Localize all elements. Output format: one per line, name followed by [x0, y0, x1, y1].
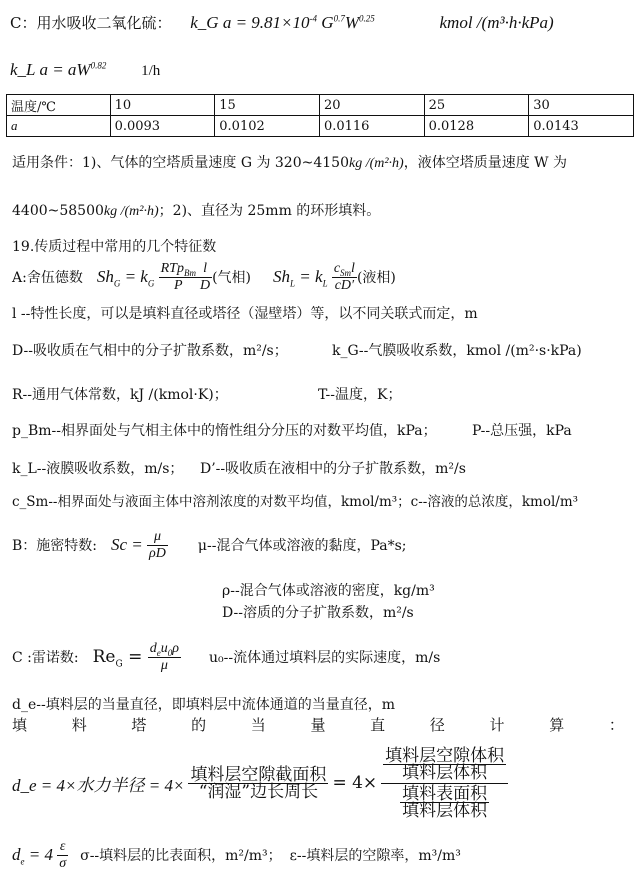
- def-rho: ρ--混合气体或溶液的密度，kg/m³: [222, 583, 435, 599]
- table-cell: 0.0116: [319, 116, 424, 137]
- liquid-phase-label: (液相): [356, 270, 396, 286]
- kla-line: [10, 60, 160, 80]
- sherwood-line: A:舍伍德数 $Sh_G = k_G$ $\frac{RTp_{Bm}}{P}$ $\frac{l}{D}$ (气相) $Sh_L = k_L$ $\frac{c_{Sm}l}{cD'}$ (液相): [12, 260, 396, 293]
- def-kL: k_L--液膜吸收系数，m/s；: [12, 461, 184, 477]
- table-cell: 0.0143: [529, 116, 634, 137]
- de-formula-mid: = 4×: [332, 773, 378, 793]
- def-D-solute: D--溶质的分子扩散系数，m²/s: [222, 605, 414, 621]
- coefficient-table: [6, 94, 634, 137]
- conditions-line-2: 4400~58500kg /(m²·h)；2)、直径为 25mm 的环形填料。: [12, 203, 381, 219]
- schmidt-label: B：施密特数:: [12, 538, 98, 554]
- def-u0: u₀--流体通过填料层的实际速度，m/s: [208, 650, 441, 666]
- table-cell: 10: [110, 95, 215, 116]
- table-cell: 温度/℃: [7, 95, 111, 116]
- def-cSm: c_Sm--相界面处与液面主体中溶剂浓度的对数平均值，kmol/m³；c--溶液的总浓度，kmol/m³: [12, 494, 579, 510]
- table-cell: 25: [424, 95, 529, 116]
- def-R: R--通用气体常数，kJ /(kmol·K)；: [12, 387, 228, 403]
- table-cell: 15: [215, 95, 320, 116]
- gas-phase-label: (气相): [212, 270, 252, 286]
- table-header-row: [7, 95, 634, 116]
- def-pBm: p_Bm--相界面处与气相主体中的惰性组分分压的对数平均值，kPa；: [12, 423, 437, 439]
- de-compound-fraction: $\frac{\frac{\text{填料层空隙体积}}{\text{填料层体积}}}{\frac{\text{填料表面积}}{\text{填料层体积}}}$: [381, 748, 508, 819]
- equivalent-diameter-heading: 填 料 塔 的 当 量 直 径 计 算 ：: [12, 716, 624, 734]
- kla-formula: k_L $a = aW^{0.82}$: [10, 60, 107, 79]
- reynolds-label: C :雷诺数:: [12, 650, 79, 666]
- kga-formula: k_G $a = 9.81\times 10^{-4}$ $G^{0.7}W^{0.25}$: [190, 13, 375, 32]
- table-cell: 30: [529, 95, 634, 116]
- def-D: D--吸收质在气相中的分子扩散系数，m²/s；: [12, 343, 288, 359]
- de-formula-lhs: d_e = 4×水力半径 = 4×: [12, 775, 185, 795]
- so2-label: C：用水吸收二氧化硫：: [10, 14, 172, 32]
- def-P: P--总压强，kPa: [472, 423, 572, 439]
- def-epsilon: ε--填料层的空隙率，m³/m³: [289, 848, 461, 864]
- section-title: 19.传质过程中常用的几个特征数: [12, 239, 217, 255]
- kla-units: 1/h: [141, 63, 161, 79]
- table-cell: 20: [319, 95, 424, 116]
- table-cell: 0.0128: [424, 116, 529, 137]
- def-sigma: σ--填料层的比表面积，m²/m³；: [80, 848, 282, 864]
- de-formula: d_e = 4×水力半径 = 4× $\frac{\text{填料层空隙截面积}}{\text{“润湿”边长周长}}$ = 4× $\frac{\frac{\text{填料层空隙体积}}{\text{填料层体积}}}{\frac{\text{填料表面积}}{\text{填料层体积}}}$: [12, 738, 508, 828]
- def-kG: k_G--气膜吸收系数，kmol /(m²·s·kPa): [332, 343, 582, 359]
- table-row: [7, 116, 634, 137]
- def-mu: μ--混合气体或溶液的黏度，Pa*s;: [197, 538, 407, 554]
- table-cell: 0.0093: [110, 116, 215, 137]
- def-l: l --特性长度，可以是填料直径或塔径（湿壁塔）等，以不同关联式而定，m: [12, 306, 478, 322]
- reynolds-line: C :雷诺数: $Re_G$ = $\frac{d_eu_0\rho}{\mu}$ u₀--流体通过填料层的实际速度，m/s: [12, 640, 441, 673]
- def-T: T--温度，K；: [318, 387, 402, 403]
- table-cell: a: [7, 116, 111, 137]
- table-cell: 0.0102: [215, 116, 320, 137]
- def-de: d_e--填料层的当量直径，即填料层中流体通道的当量直径，m: [12, 697, 395, 713]
- so2-absorption-line: [10, 12, 554, 33]
- def-Dprime: D’--吸收质在液相中的分子扩散系数，m²/s: [200, 461, 466, 477]
- conditions-line-1: 适用条件：1)、气体的空塔质量速度 G 为 320~4150kg /(m²·h)，液体空塔质量速度 W 为: [12, 155, 568, 171]
- sherwood-label: A:舍伍德数: [12, 270, 83, 286]
- schmidt-line: B：施密特数: Sc = $\frac{\mu}{\rho D}$ μ--混合气体或溶液的黏度，Pa*s;: [12, 528, 407, 561]
- sigma-epsilon-line: $d_e = 4$ $\frac{\varepsilon}{\sigma}$ σ--填料层的比表面积，m²/m³； ε--填料层的空隙率，m³/m³: [12, 838, 461, 871]
- kga-units: kmol /(m³·h·kPa): [439, 13, 554, 32]
